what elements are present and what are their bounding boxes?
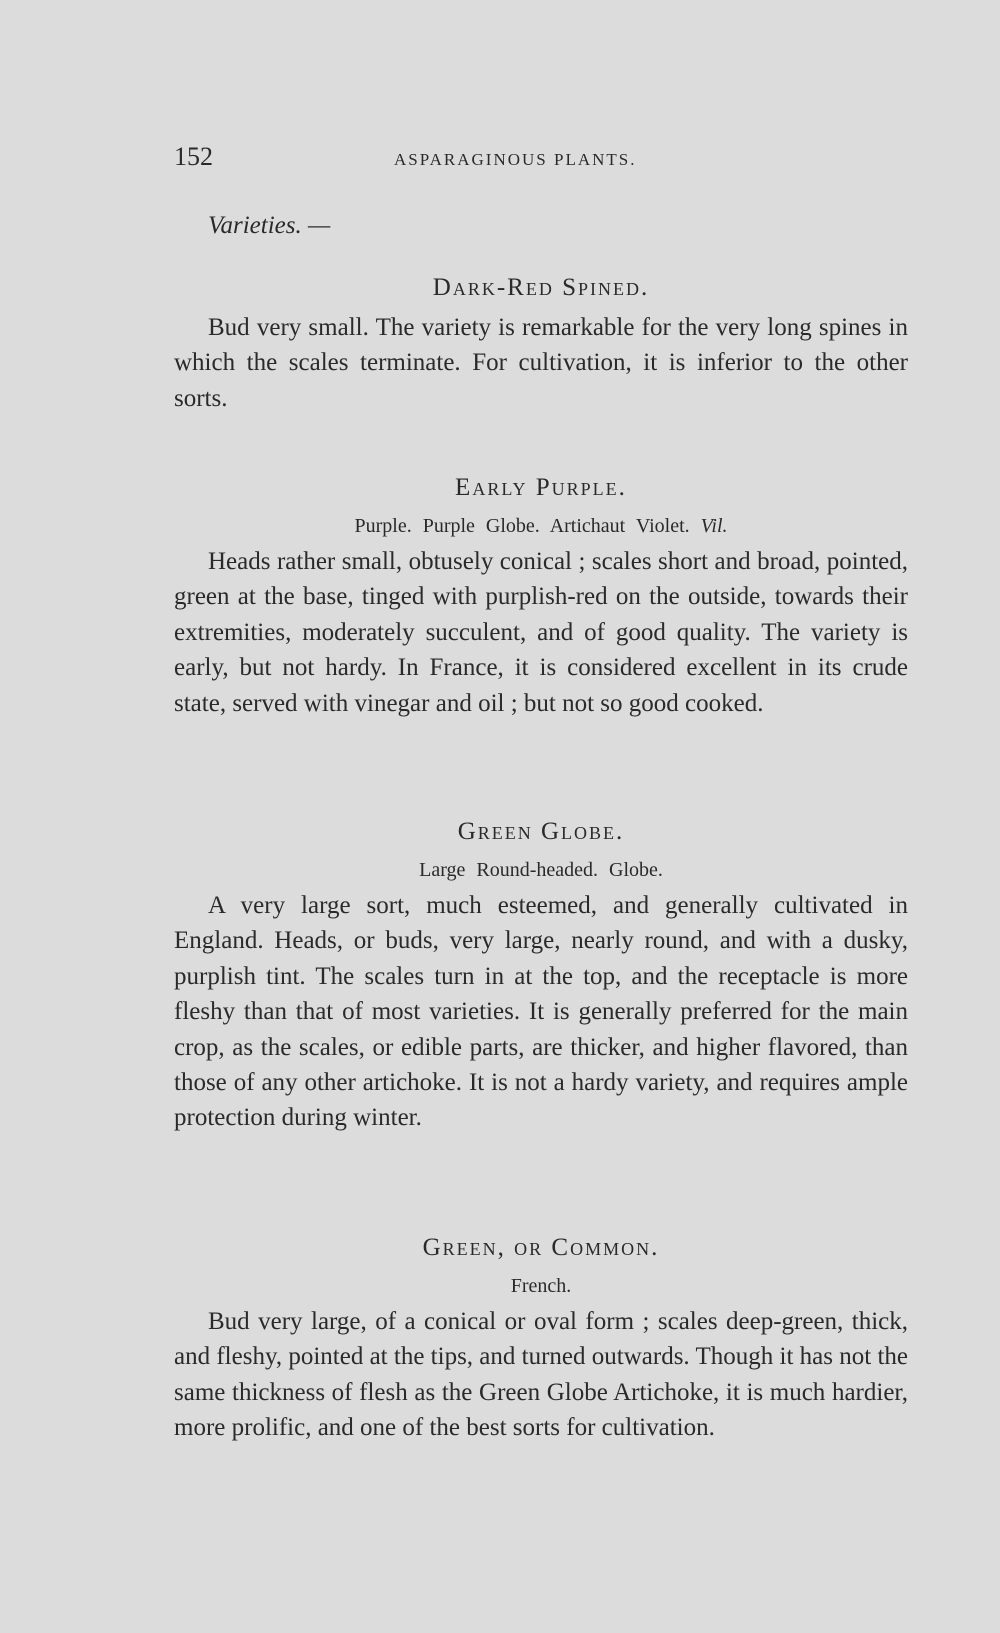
variety-entry-green-or-common	[174, 1228, 908, 1446]
variety-entry-early-purple	[174, 468, 908, 721]
variety-synonyms	[174, 508, 908, 544]
variety-description: Heads rather small, obtusely conical ; scales short and broad, pointed, green at the base, tinged with purplish-red on the outside, towards their extremities, moderately succulent, and of good quality. The variety is early, but not hardy. In France, it is considered excellent in its crude state, served with vinegar and oil ; but not so good cooked.	[174, 548, 908, 717]
variety-description: Bud very large, of a conical or oval form ; scales deep-green, thick, and fleshy, pointed at the tips, and turned outwards. Though it has not the same thickness of flesh as the Green Globe Artichoke, it is much hardier, more prolific, and one of the best sorts for cultivation.	[174, 1308, 908, 1442]
variety-entry-dark-red-spined	[174, 268, 908, 416]
variety-name: Dark-Red Spined.	[432, 274, 650, 301]
variety-synonyms: Large Round-headed. Globe.	[419, 859, 663, 881]
synonyms-text: Purple. Purple Globe. Artichaut Violet.	[354, 515, 690, 537]
variety-synonyms: French.	[510, 1275, 572, 1297]
running-head	[174, 142, 908, 178]
section-intro: Varieties. —	[208, 212, 331, 239]
running-title: ASPARAGINOUS PLANTS.	[394, 150, 637, 169]
variety-description: A very large sort, much esteemed, and generally cultivated in England. Heads, or buds, very large, nearly round, and with a dusky, purplish tint. The scales turn in at the top, and the receptacle is more fleshy than that of most varieties. It is generally preferred for the main crop, as the scales, or edible parts, are thicker, and higher flavored, than those of any other artichoke. It is not a hardy variety, and requires ample protection during winter.	[174, 892, 908, 1132]
variety-name: Green Globe.	[457, 818, 625, 845]
variety-name: Green, or Common.	[422, 1234, 660, 1261]
variety-name: Early Purple.	[455, 474, 627, 501]
page-number: 152	[174, 142, 213, 171]
variety-entry-green-globe	[174, 812, 908, 1136]
variety-description: Bud very small. The variety is remarkable for the very long spines in which the scales terminate. For cultivation, it is inferior to the other sorts.	[174, 314, 908, 412]
synonyms-abbreviation: Vil.	[700, 515, 728, 537]
